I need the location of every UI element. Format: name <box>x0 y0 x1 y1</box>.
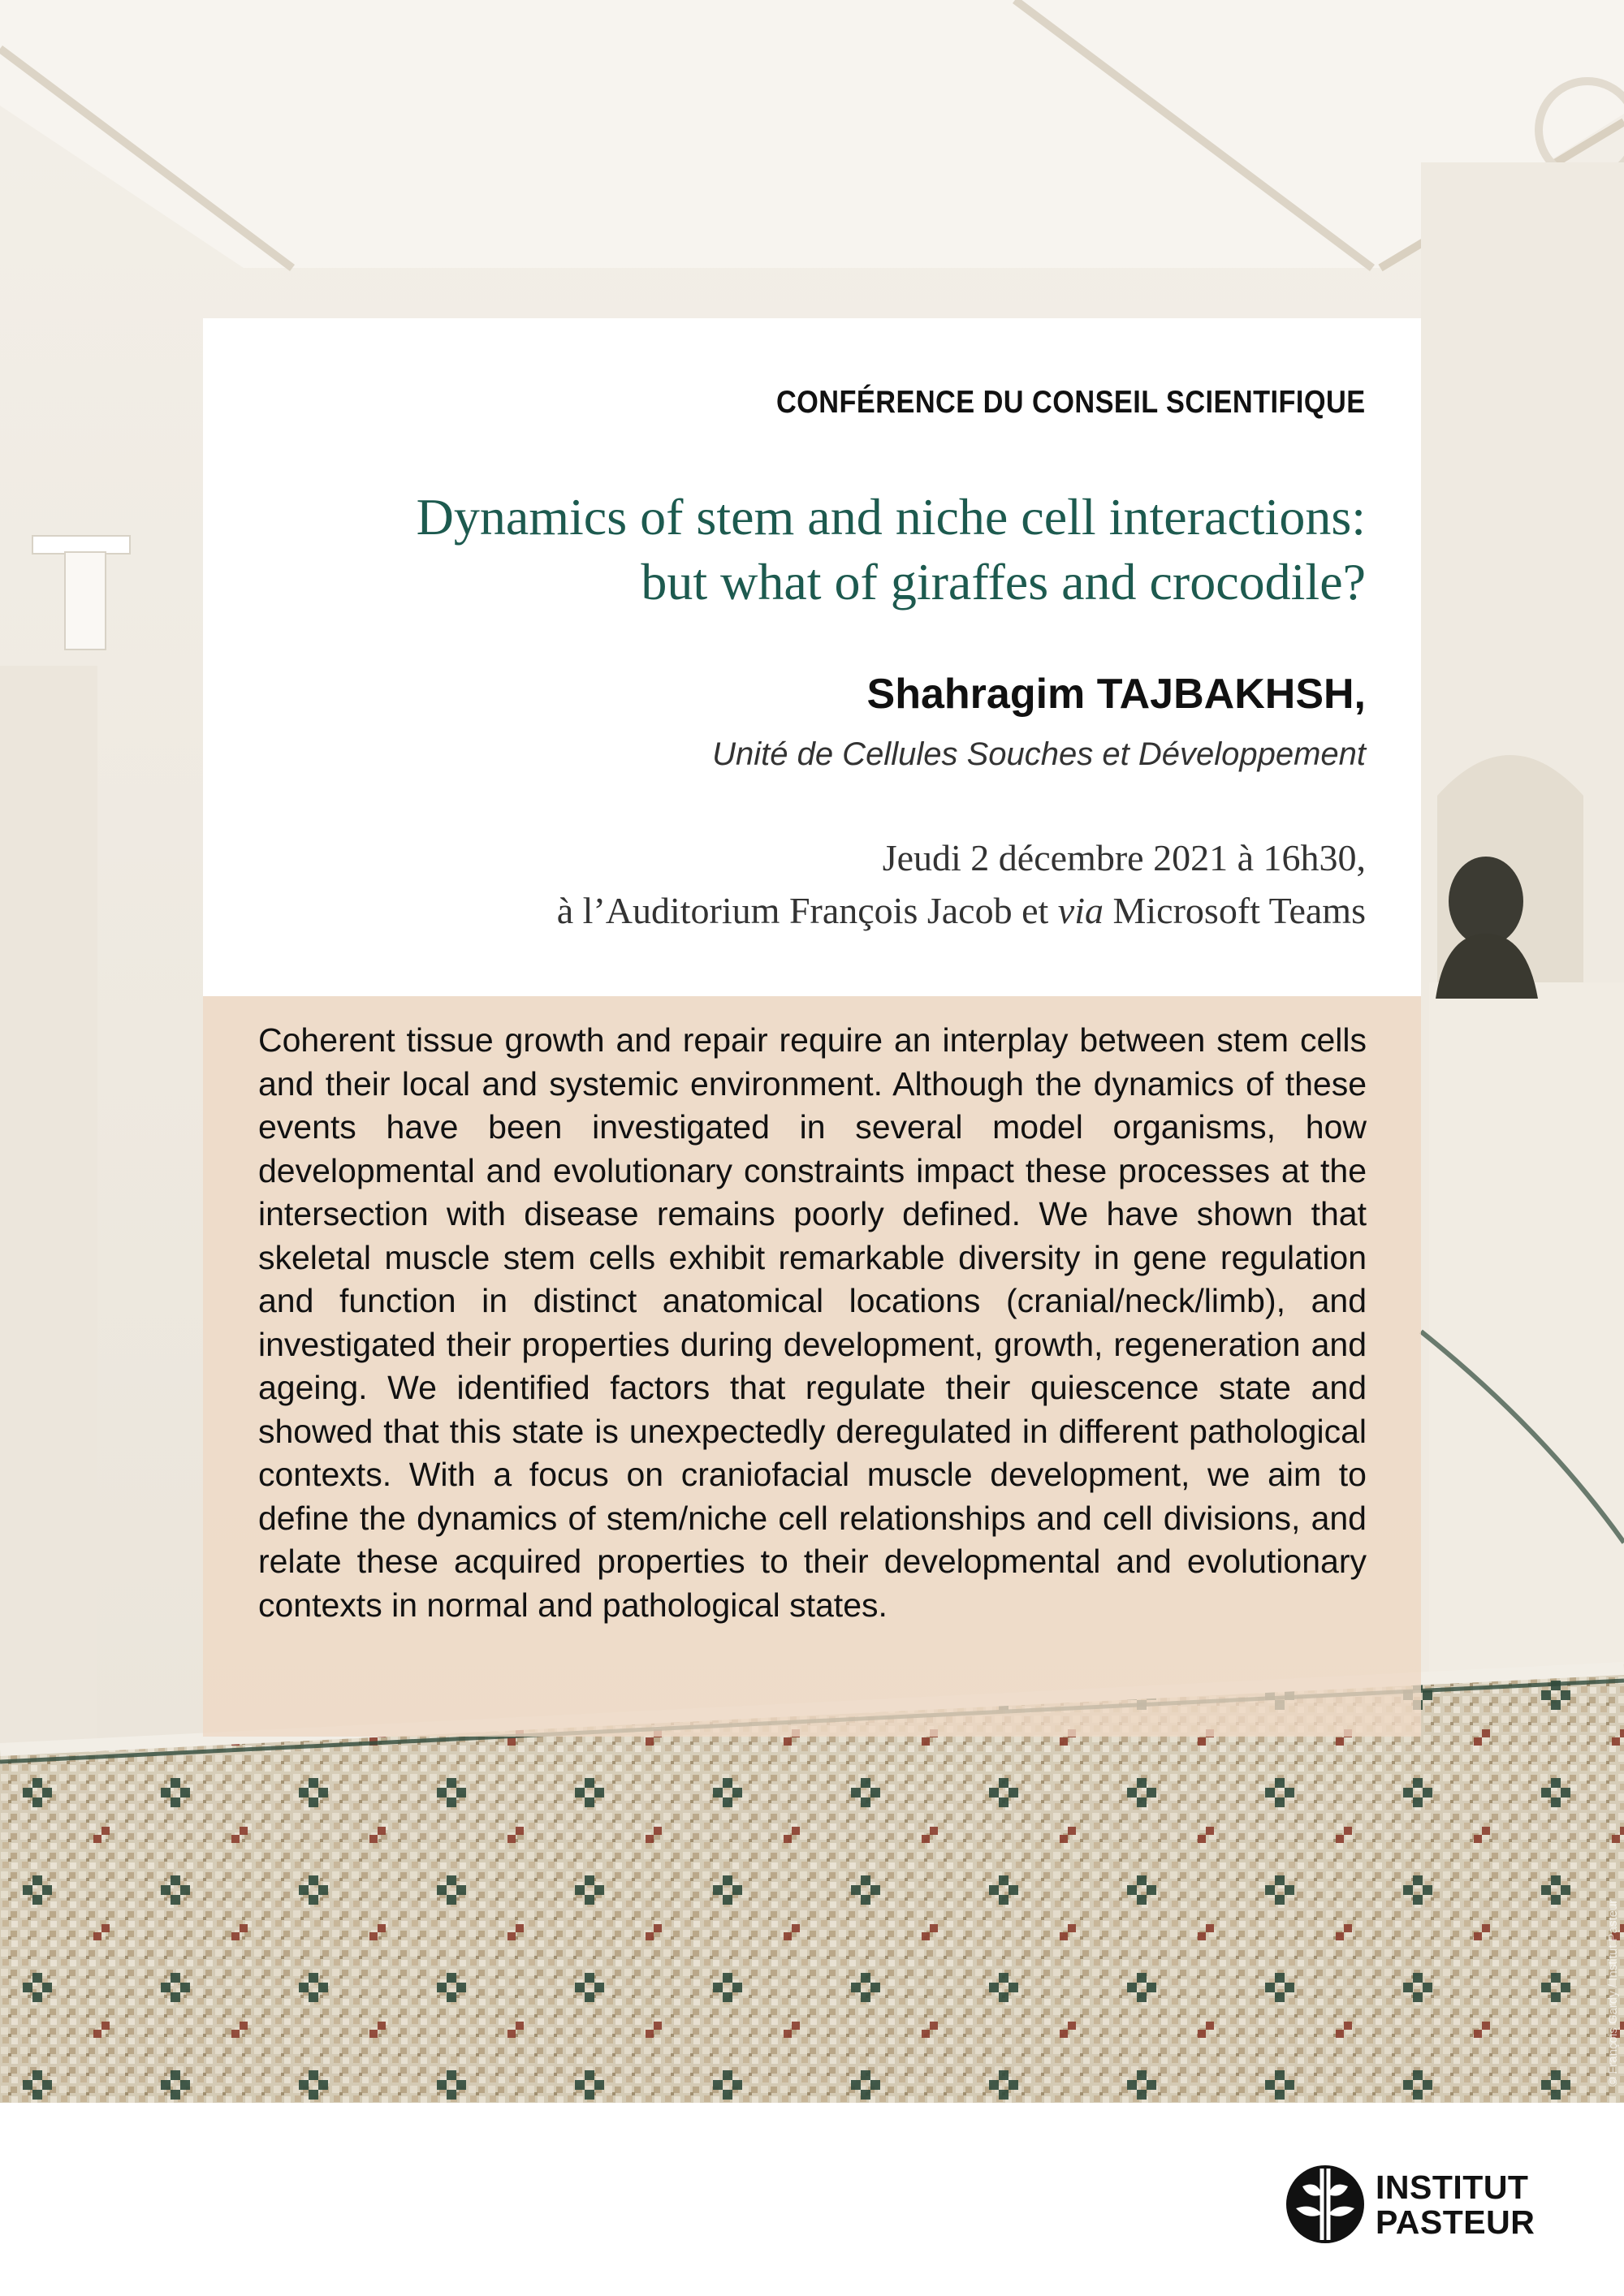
date-location <box>229 831 1366 937</box>
talk-title-line-1: Dynamics of stem and niche cell interactions: <box>416 488 1366 546</box>
abstract-text: Coherent tissue growth and repair require an interplay between stem cells and their local and systemic environment. Although the dynamics of these events have been investigated in several model organisms, how developmental and evolutionary constraints impact these processes at the intersection with disease remains poorly defined. We have shown that skeletal muscle stem cells exhibit remarkable diversity in gene regulation and function in distinct anatomical locations (cranial/neck/limb), and investigated their properties during development, growth, regeneration and ageing. We identified factors that regulate their quiescence state and showed that this state is unexpectedly deregulated in different pathological contexts. With a focus on craniofacial muscle development, we aim to define the dynamics of stem/niche cell relationships and cell divisions, and relate these acquired properties to their developmental and evolutionary contexts in normal and pathological states. <box>258 1021 1367 1624</box>
event-date: Jeudi 2 décembre 2021 à 16h30, <box>882 837 1366 878</box>
location-suffix: Microsoft Teams <box>1104 890 1366 931</box>
photo-credit: © François Gardy / Institut Pasteur <box>1606 1899 1620 2087</box>
talk-title <box>229 485 1366 615</box>
location-via: via <box>1057 890 1104 931</box>
event-location <box>229 884 1366 937</box>
speaker-affiliation: Unité de Cellules Souches et Développement <box>712 736 1366 772</box>
talk-title-line-2: but what of giraffes and crocodile? <box>641 553 1366 611</box>
logo-wordmark <box>1376 2170 1535 2240</box>
abstract-panel <box>203 996 1421 1737</box>
logo-line-2: PASTEUR <box>1376 2203 1535 2241</box>
location-prefix: à l’Auditorium François Jacob et <box>556 890 1058 931</box>
header-panel <box>203 318 1421 996</box>
institut-pasteur-logo <box>1285 2164 1561 2245</box>
speaker-name: Shahragim TAJBAKHSH, <box>866 671 1366 718</box>
logo-line-1: INSTITUT <box>1376 2169 1529 2206</box>
pasteur-logo-icon <box>1285 2164 1366 2245</box>
conference-series-label: CONFÉRENCE DU CONSEIL SCIENTIFIQUE <box>776 385 1366 420</box>
